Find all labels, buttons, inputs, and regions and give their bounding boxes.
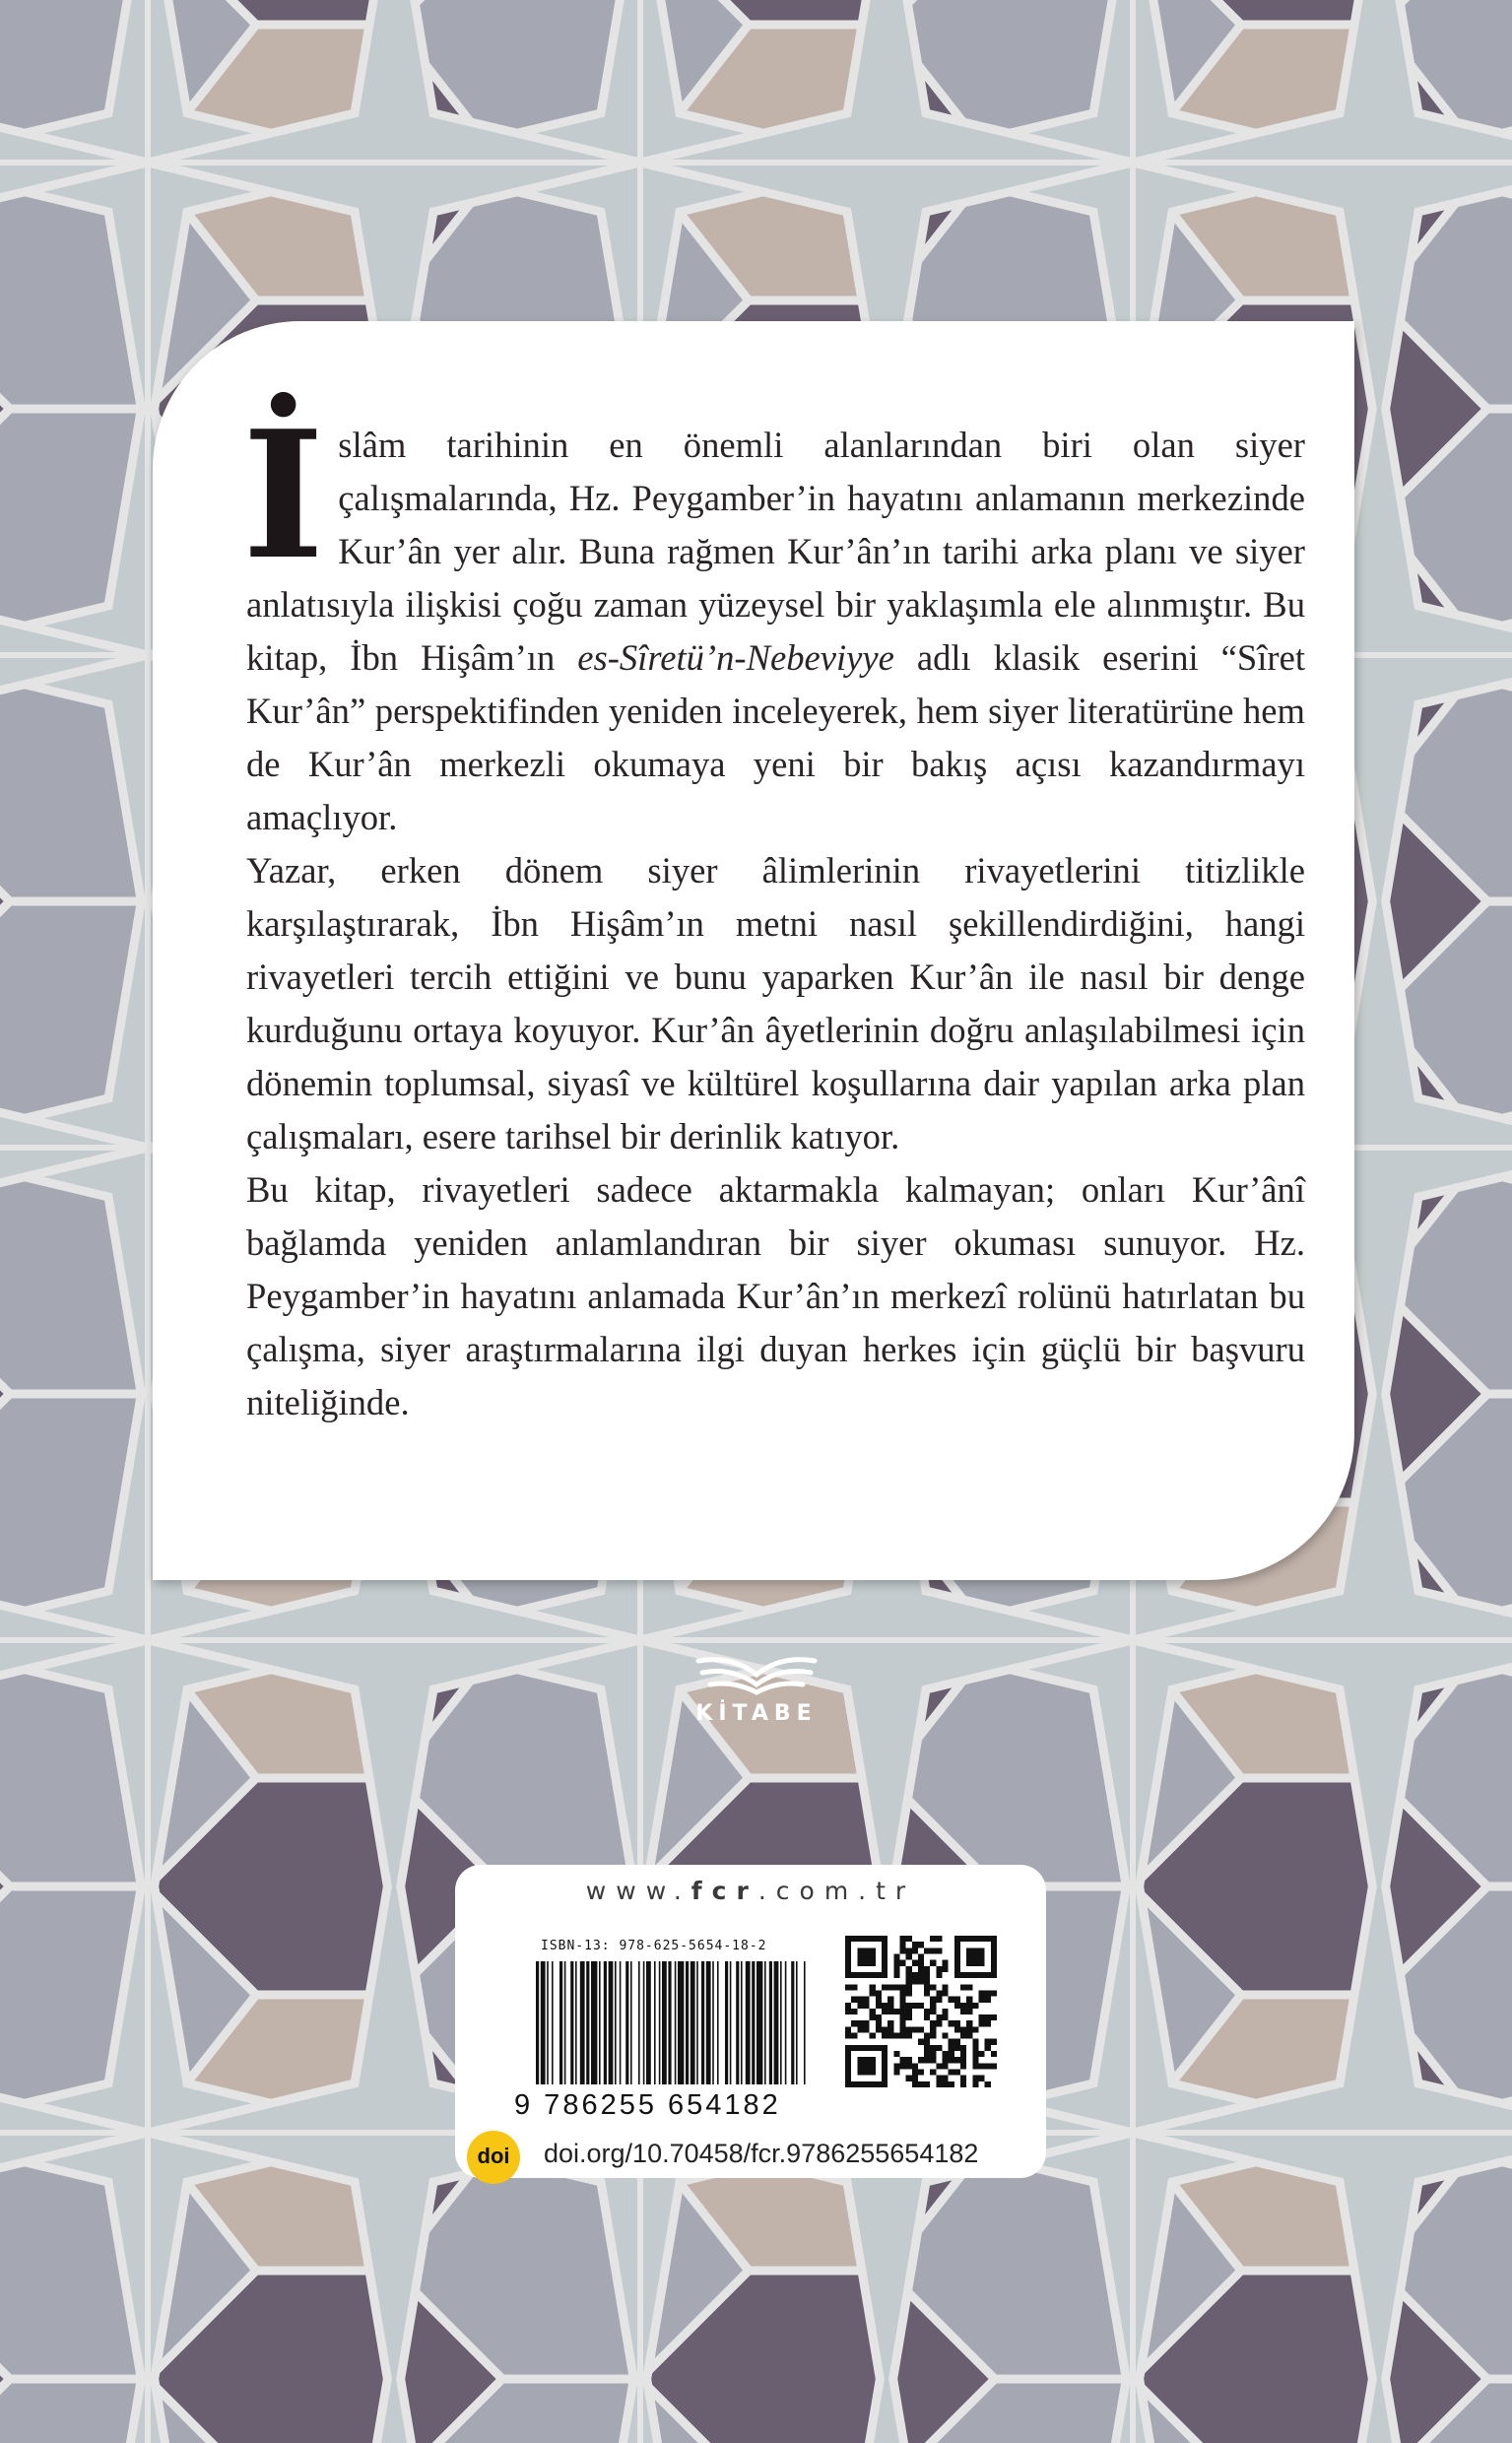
qr-module xyxy=(893,2070,899,2076)
qr-module xyxy=(906,1978,912,1984)
qr-module xyxy=(893,2063,899,2069)
barcode-bar xyxy=(725,1961,728,2084)
qr-module xyxy=(985,2063,991,2069)
qr-module xyxy=(893,1960,899,1966)
qr-module xyxy=(845,1984,851,1990)
qr-module xyxy=(918,1978,924,1984)
barcode-bar xyxy=(804,1961,806,2084)
qr-module xyxy=(943,2057,949,2063)
qr-module xyxy=(954,2020,960,2026)
qr-module xyxy=(899,2026,905,2032)
qr-module xyxy=(960,2033,966,2039)
doi-link[interactable]: doi.org/10.70458/fcr.9786255654182 xyxy=(544,2139,979,2168)
qr-module xyxy=(991,2063,997,2069)
qr-module xyxy=(979,2076,985,2081)
qr-module xyxy=(972,2057,978,2063)
qr-module xyxy=(966,2020,972,2026)
qr-module xyxy=(851,2033,857,2039)
qr-module xyxy=(972,2039,978,2045)
qr-module xyxy=(899,1936,905,1942)
qr-module xyxy=(906,2076,912,2081)
qr-module xyxy=(870,2014,876,2020)
qr-module xyxy=(924,2045,930,2051)
qr-module xyxy=(930,2009,936,2014)
qr-module xyxy=(882,2003,887,2009)
doi-badge: doi xyxy=(467,2131,520,2184)
barcode-bar xyxy=(586,1961,589,2084)
book-title: es-Sîretü’n-Nebeviyye xyxy=(577,637,894,678)
qr-module xyxy=(960,2045,966,2051)
qr-module xyxy=(857,1948,875,1965)
barcode-bar xyxy=(730,1961,732,2084)
barcode-bar xyxy=(780,1961,782,2084)
qr-module xyxy=(936,1936,942,1942)
qr-module xyxy=(985,2014,991,2020)
qr-module xyxy=(936,1948,942,1953)
barcode-bar xyxy=(696,1961,698,2084)
qr-module xyxy=(899,1984,905,1990)
qr-module xyxy=(943,2014,949,2020)
qr-module xyxy=(936,2063,942,2069)
barcode-bar xyxy=(609,1961,614,2084)
qr-module xyxy=(893,1966,899,1972)
barcode-bar xyxy=(659,1961,661,2084)
qr-module xyxy=(882,2026,887,2032)
qr-module xyxy=(966,2003,972,2009)
barcode-bar xyxy=(769,1961,772,2084)
qr-module xyxy=(924,2081,930,2087)
qr-module xyxy=(882,2009,887,2014)
qr-module xyxy=(966,2026,972,2032)
qr-module xyxy=(943,1960,949,1966)
qr-module xyxy=(912,2026,918,2032)
barcode-bar xyxy=(604,1961,607,2084)
qr-module xyxy=(924,2057,930,2063)
qr-module xyxy=(943,2081,949,2087)
qr-module xyxy=(918,1972,924,1978)
barcode-bar xyxy=(675,1961,677,2084)
paragraph-2: Yazar, erken dönem siyer âlimlerinin rivayetlerini titizlikle karşılaştırarak, İbn Hişâm’ın metni nasıl şekillendirdiğini, hangi rivayetleri tercih ettiğini ve bunu yaparken Kur’ân ile nasıl bir denge kurduğunu ortaya koyuyor. Kur’ân âyetlerinin doğru anlaşılabilmesi için dönemin toplumsal, siyasî ve kültürel koşullarına dair yapılan arka plan çalışmaları, esere tarihsel bir derinlik katıyor. xyxy=(246,850,1305,1156)
barcode xyxy=(536,1961,807,2084)
qr-module xyxy=(857,2003,863,2009)
barcode-bar xyxy=(570,1961,573,2084)
barcode-bar xyxy=(643,1961,645,2084)
qr-module xyxy=(918,2039,924,2045)
qr-module xyxy=(887,2026,893,2032)
qr-module xyxy=(870,1990,876,1996)
qr-module xyxy=(936,2081,942,2087)
qr-module xyxy=(912,1942,918,1948)
qr-module xyxy=(936,1997,942,2003)
qr-module xyxy=(876,1997,882,2003)
qr-module xyxy=(949,2020,954,2026)
barcode-bar xyxy=(752,1961,755,2084)
qr-module xyxy=(954,2057,960,2063)
qr-module xyxy=(960,2003,966,2009)
qr-module xyxy=(949,1997,954,2003)
qr-module xyxy=(979,2014,985,2020)
barcode-bar xyxy=(678,1961,684,2084)
qr-module xyxy=(972,2051,978,2057)
qr-module xyxy=(936,1972,942,1978)
drop-cap: İ xyxy=(242,392,325,598)
barcode-bar xyxy=(736,1961,739,2084)
qr-module xyxy=(985,2081,991,2087)
qr-module xyxy=(912,2063,918,2069)
qr-module xyxy=(960,2026,966,2032)
barcode-bar xyxy=(559,1961,562,2084)
qr-module xyxy=(943,2063,949,2069)
qr-module xyxy=(930,2020,936,2026)
qr-module xyxy=(991,2014,997,2020)
qr-module xyxy=(930,2057,936,2063)
qr-module xyxy=(906,1936,912,1942)
paragraph-1: İslâm tarihinin en önemli alanlarından biri olan siyer çalışmalarında, Hz. Peygamber’in hayatını anlamanın merkezinde Kur’ân yer alır. Buna rağmen Kur’ân’ın tarihi arka planı ve siyer anlatısıyla ilişkisi çoğu zaman yüzeysel bir yaklaşımla ele alınmıştır. Bu kitap, İbn Hişâm’ın es-Sîretü’n-Nebeviyye adlı klasik eserini “Sîret Kur’ân” perspektifinden yeniden inceleyerek, hem siyer literatürüne hem de Kur’ân merkezli okumaya yeni bir bakış açısı kazandırmayı amaçlıyor. xyxy=(242,392,1305,837)
open-book-icon xyxy=(692,1655,821,1696)
barcode-bar xyxy=(746,1961,751,2084)
barcode-bar xyxy=(630,1961,632,2084)
barcode-bar xyxy=(741,1961,743,2084)
qr-module xyxy=(857,2026,863,2032)
qr-module xyxy=(924,1972,930,1978)
qr-module xyxy=(924,1948,930,1953)
barcode-bar xyxy=(717,1961,719,2084)
qr-module xyxy=(851,1997,857,2003)
barcode-bar xyxy=(701,1961,704,2084)
qr-module xyxy=(893,2033,899,2039)
qr-module xyxy=(906,2057,912,2063)
paragraph-3: Bu kitap, rivayetleri sadece aktarmakla kalmayan; onları Kur’ânî bağlamda yeniden anlamlandıran bir siyer okuması sunuyor. Hz. Peygamber’in hayatını anlamada Kur’ân’ın merkezî rolünü hatırlatan bu çalışma, siyer araştırmalarına ilgi duyan herkes için güçlü bir başvuru niteliğinde. xyxy=(246,1169,1305,1422)
qr-module xyxy=(851,2020,857,2026)
barcode-bar xyxy=(638,1961,640,2084)
qr-module xyxy=(870,2033,876,2039)
qr-module xyxy=(930,1948,936,1953)
qr-module xyxy=(930,2045,936,2051)
qr-module xyxy=(954,2003,960,2009)
barcode-bar xyxy=(591,1961,597,2084)
qr-module xyxy=(924,2014,930,2020)
qr-module xyxy=(887,2009,893,2014)
qr-module xyxy=(851,2009,857,2014)
qr-module xyxy=(930,1936,936,1942)
qr-module xyxy=(876,2003,882,2009)
barcode-bar xyxy=(541,1961,546,2084)
qr-module xyxy=(924,2033,930,2039)
qr-module xyxy=(949,2039,954,2045)
qr-module xyxy=(979,2063,985,2069)
qr-module xyxy=(966,1984,972,1990)
qr-module xyxy=(899,2033,905,2039)
qr-module xyxy=(887,2003,893,2009)
qr-module xyxy=(924,2039,930,2045)
qr-module xyxy=(966,1948,984,1965)
qr-module xyxy=(943,2009,949,2014)
qr-module xyxy=(918,1953,924,1959)
qr-module xyxy=(949,2045,954,2051)
qr-module xyxy=(882,1984,887,1990)
qr-module xyxy=(899,2020,905,2026)
qr-module xyxy=(906,2009,912,2014)
qr-module xyxy=(954,2070,960,2076)
doi-row xyxy=(455,2127,1046,2188)
qr-module xyxy=(966,2033,972,2039)
qr-module xyxy=(966,1997,972,2003)
qr-module xyxy=(943,1984,949,1990)
qr-module xyxy=(870,2009,876,2014)
qr-module xyxy=(893,1953,899,1959)
qr-module xyxy=(899,1960,905,1966)
qr-module xyxy=(857,2020,863,2026)
qr-module xyxy=(936,2076,942,2081)
qr-module xyxy=(887,2020,893,2026)
qr-module xyxy=(985,1990,991,1996)
qr-module xyxy=(899,2014,905,2020)
qr-module xyxy=(912,1978,918,1984)
barcode-bar xyxy=(785,1961,787,2084)
qr-module xyxy=(918,1966,924,1972)
qr-module xyxy=(943,2076,949,2081)
qr-module xyxy=(966,2009,972,2014)
barcode-bar xyxy=(575,1961,577,2084)
qr-module xyxy=(912,1948,918,1953)
qr-module xyxy=(912,2070,918,2076)
qr-module xyxy=(912,1972,918,1978)
qr-module xyxy=(930,2051,936,2057)
qr-module xyxy=(899,2003,905,2009)
barcode-bar xyxy=(615,1961,617,2084)
qr-module xyxy=(960,2063,966,2069)
qr-module xyxy=(893,2051,899,2057)
qr-module xyxy=(960,2057,966,2063)
website[interactable]: www.fcr.com.tr xyxy=(585,1877,916,1905)
qr-code[interactable] xyxy=(845,1936,997,2087)
qr-module xyxy=(943,1990,949,1996)
qr-module xyxy=(985,2045,991,2051)
qr-module xyxy=(930,2003,936,2009)
barcode-bar xyxy=(764,1961,766,2084)
qr-module xyxy=(979,1990,985,1996)
barcode-bar xyxy=(599,1961,601,2084)
barcode-bar xyxy=(791,1961,794,2084)
qr-module xyxy=(876,2020,882,2026)
qr-module xyxy=(985,2039,991,2045)
qr-module xyxy=(851,1984,857,1990)
qr-module xyxy=(943,2033,949,2039)
qr-module xyxy=(906,2063,912,2069)
qr-module xyxy=(924,2051,930,2057)
qr-module xyxy=(906,1972,912,1978)
qr-module xyxy=(954,2026,960,2032)
qr-module xyxy=(899,2009,905,2014)
qr-module xyxy=(906,1953,912,1959)
qr-module xyxy=(960,1984,966,1990)
barcode-bar xyxy=(547,1961,549,2084)
barcode-bar xyxy=(686,1961,689,2084)
qr-module xyxy=(876,1990,882,1996)
qr-module xyxy=(906,2033,912,2039)
qr-module xyxy=(960,2081,966,2087)
qr-module xyxy=(893,1984,899,1990)
qr-module xyxy=(918,1960,924,1966)
qr-module xyxy=(863,2020,869,2026)
qr-module xyxy=(936,1990,942,1996)
qr-module xyxy=(906,2026,912,2032)
qr-module xyxy=(863,1997,869,2003)
barcode-number: 9 786255 654182 xyxy=(514,2089,781,2121)
qr-module xyxy=(906,1990,912,1996)
qr-module xyxy=(887,1997,893,2003)
qr-module xyxy=(918,2070,924,2076)
qr-module xyxy=(943,2051,949,2057)
qr-module xyxy=(912,2081,918,2087)
qr-module xyxy=(985,1997,991,2003)
qr-module xyxy=(899,2057,905,2063)
qr-module xyxy=(899,1942,905,1948)
qr-module xyxy=(930,2033,936,2039)
qr-module xyxy=(954,1997,960,2003)
qr-module xyxy=(845,2026,851,2032)
barcode-bar xyxy=(668,1961,671,2084)
qr-module xyxy=(899,2063,905,2069)
qr-module xyxy=(979,1997,985,2003)
qr-module xyxy=(876,2026,882,2032)
barcode-bar xyxy=(662,1961,667,2084)
qr-module xyxy=(936,2045,942,2051)
barcode-bar xyxy=(774,1961,779,2084)
qr-module xyxy=(899,1948,905,1953)
publisher-logo xyxy=(678,1655,835,1726)
qr-module xyxy=(882,2033,887,2039)
qr-module xyxy=(991,1990,997,1996)
qr-module xyxy=(991,2051,997,2057)
qr-module xyxy=(924,2009,930,2014)
qr-module xyxy=(845,2033,851,2039)
qr-module xyxy=(857,1997,863,2003)
barcode-bar xyxy=(712,1961,714,2084)
qr-module xyxy=(930,1960,936,1966)
qr-module xyxy=(918,1942,924,1948)
qr-module xyxy=(943,1966,949,1972)
qr-module xyxy=(949,2051,954,2057)
qr-module xyxy=(899,1990,905,1996)
qr-module xyxy=(918,2003,924,2009)
qr-module xyxy=(954,2039,960,2045)
qr-module xyxy=(936,1966,942,1972)
qr-module xyxy=(887,2033,893,2039)
qr-module xyxy=(912,2003,918,2009)
barcode-bar xyxy=(756,1961,762,2084)
qr-module xyxy=(960,2051,966,2057)
barcode-bar xyxy=(646,1961,651,2084)
barcode-bar xyxy=(796,1961,798,2084)
qr-module xyxy=(930,1997,936,2003)
qr-module xyxy=(960,2076,966,2081)
qr-module xyxy=(899,1997,905,2003)
qr-module xyxy=(924,1990,930,1996)
blurb-text xyxy=(242,392,1305,1429)
qr-module xyxy=(887,1984,893,1990)
qr-module xyxy=(918,2081,924,2087)
qr-module xyxy=(979,2051,985,2057)
qr-module xyxy=(893,2009,899,2014)
barcode-bar xyxy=(625,1961,628,2084)
barcode-bar xyxy=(552,1961,554,2084)
qr-module xyxy=(972,2081,978,2087)
qr-module xyxy=(906,1966,912,1972)
qr-module xyxy=(936,2020,942,2026)
qr-module xyxy=(972,2026,978,2032)
qr-module xyxy=(960,2009,966,2014)
qr-module xyxy=(845,2003,851,2009)
qr-module xyxy=(985,2020,991,2026)
qr-module xyxy=(906,2014,912,2020)
qr-module xyxy=(979,2020,985,2026)
qr-module xyxy=(845,2009,851,2014)
qr-module xyxy=(863,2003,869,2009)
qr-module xyxy=(912,1960,918,1966)
qr-module xyxy=(876,2014,882,2020)
qr-module xyxy=(924,1966,930,1972)
qr-module xyxy=(906,2003,912,2009)
qr-module xyxy=(954,2045,960,2051)
barcode-bar xyxy=(620,1961,622,2084)
qr-module xyxy=(906,1984,912,1990)
qr-module xyxy=(906,1948,912,1953)
qr-module xyxy=(918,2026,924,2032)
qr-module xyxy=(972,2003,978,2009)
qr-module xyxy=(972,2063,978,2069)
qr-module xyxy=(857,2057,875,2075)
qr-module xyxy=(863,2026,869,2032)
barcode-bar xyxy=(580,1961,585,2084)
qr-module xyxy=(924,1978,930,1984)
publisher-name: KİTABE xyxy=(695,1701,818,1726)
qr-module xyxy=(870,1984,876,1990)
barcode-bar xyxy=(564,1961,566,2084)
barcode-bar xyxy=(706,1961,711,2084)
qr-module xyxy=(949,2057,954,2063)
qr-module xyxy=(991,2039,997,2045)
qr-module xyxy=(893,1972,899,1978)
qr-module xyxy=(972,2076,978,2081)
qr-module xyxy=(972,2045,978,2051)
qr-module xyxy=(936,2014,942,2020)
qr-module xyxy=(930,2026,936,2032)
barcode-bar xyxy=(690,1961,695,2084)
qr-module xyxy=(949,2070,954,2076)
isbn-label: ISBN-13: 978-625-5654-18-2 xyxy=(541,1939,767,1953)
qr-module xyxy=(918,2057,924,2063)
qr-module xyxy=(924,1984,930,1990)
qr-module xyxy=(930,2070,936,2076)
qr-module xyxy=(930,1984,936,1990)
qr-module xyxy=(949,2081,954,2087)
barcode-bar xyxy=(654,1961,656,2084)
qr-module xyxy=(912,2076,918,2081)
barcode-bar xyxy=(536,1961,539,2084)
